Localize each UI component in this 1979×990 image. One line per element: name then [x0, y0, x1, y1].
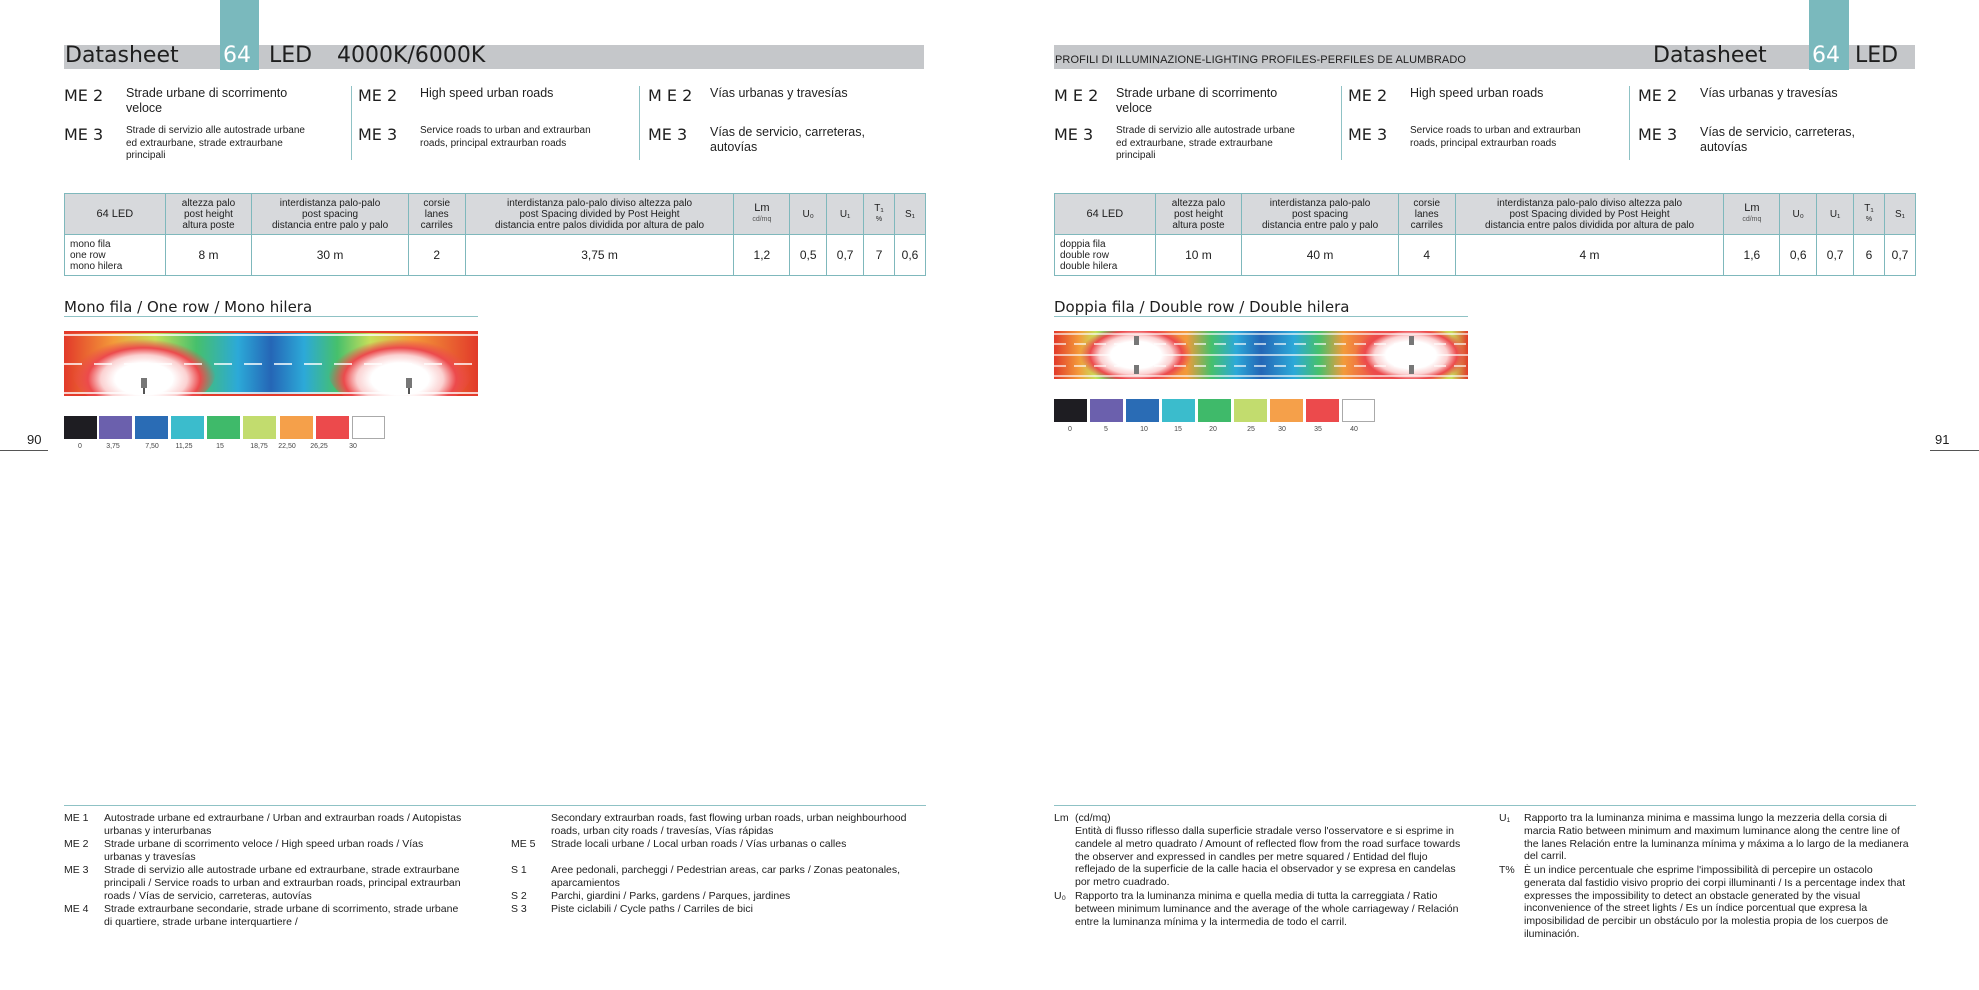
legend-swatch	[99, 416, 132, 439]
category-text: Vías de servicio, carreteras, autovías	[1700, 125, 1855, 154]
footer-rule-left	[64, 805, 926, 806]
category-code: ME 3	[1348, 125, 1388, 144]
footer-text: Strade extraurbane secondarie, strade urbane di scorrimento, strade urbane di quartiere, strade urbane interquartiere /	[104, 903, 459, 928]
table-header: 64 LED	[65, 194, 166, 235]
footer-code: ME 1	[64, 812, 89, 824]
legend-label: 15	[1174, 426, 1182, 433]
header-title-left: Datasheet	[65, 43, 179, 68]
legend-swatch	[316, 416, 349, 439]
table-header: altezza palo post height altura poste	[1155, 194, 1242, 235]
legend-swatch	[352, 416, 385, 439]
footer-rule-right	[1054, 805, 1916, 806]
table-header: U₁	[1817, 194, 1854, 235]
footer-code: S 2	[511, 890, 527, 902]
heatmap-double-row	[1054, 331, 1468, 379]
footer-code: S 1	[511, 864, 527, 876]
footer-code: ME 5	[511, 838, 536, 850]
section-underline	[64, 316, 478, 317]
table-cell: 8 m	[165, 235, 252, 276]
table-cell: 0,6	[1780, 235, 1817, 276]
legend-label: 26,25	[310, 443, 328, 450]
table-header: U₀	[1780, 194, 1817, 235]
table-cell: 6	[1854, 235, 1885, 276]
table-header: U₀	[790, 194, 827, 235]
footer-text: Aree pedonali, parcheggi / Pedestrian areas, car parks / Zonas peatonales, aparcamientos	[551, 864, 901, 889]
footer-text: Secondary extraurban roads, fast flowing urban roads, urban neighbourhood roads, urban city roads / travesías, Vías rápidas	[551, 812, 907, 837]
legend-swatch	[1234, 399, 1267, 422]
category-text: Service roads to urban and extraurban roads, principal extraurban roads	[420, 125, 591, 149]
table-header: altezza palo post height altura poste	[165, 194, 252, 235]
category-text: Vías urbanas y travesías	[1700, 86, 1838, 100]
category-code: ME 3	[1054, 125, 1094, 144]
legend-label: 7,50	[145, 443, 159, 450]
table-header: S₁	[1884, 194, 1915, 235]
page-number-right: 91	[1935, 432, 1950, 447]
category-code: ME 2	[1638, 86, 1678, 105]
footer-text: Parchi, giardini / Parks, gardens / Parques, jardines	[551, 890, 791, 902]
footer-text: Entità di flusso riflesso dalla superficie stradale verso l'osservatore e si esprime in candele al metro quadrato / Amount of reflected flow from the road surface towards the observer and expressed in candles per metre squared / Entidad del flujo reflejado de la superficie de la calle hacia el observador y se expresa en candelas por metro cuadrado.	[1075, 825, 1461, 889]
table-header: interdistanza palo-palo post spacing distancia entre palo y palo	[252, 194, 408, 235]
header-subtitle: PROFILI DI ILLUMINAZIONE-LIGHTING PROFILES-PERFILES DE ALUMBRADO	[1055, 54, 1467, 66]
category-code: ME 3	[358, 125, 398, 144]
legend-swatch	[1306, 399, 1339, 422]
legend-label: 30	[349, 443, 357, 450]
table-cell: doppia fila double row double hilera	[1055, 235, 1156, 276]
footer-code: ME 2	[64, 838, 89, 850]
table-cell: 4 m	[1455, 235, 1724, 276]
header-bar-left	[64, 45, 924, 69]
legend-label: 22,50	[278, 443, 296, 450]
header-temp-left: 4000K/6000K	[337, 43, 486, 68]
column-separator	[639, 86, 640, 160]
legend-label: 20	[1209, 426, 1217, 433]
legend-swatch	[1054, 399, 1087, 422]
legend-label: 30	[1278, 426, 1286, 433]
table-cell: 30 m	[252, 235, 408, 276]
heatmap-single-row	[64, 331, 478, 396]
legend-label: 10	[1140, 426, 1148, 433]
legend-label: 0	[1068, 426, 1072, 433]
footer-text: Piste ciclabili / Cycle paths / Carriles de bici	[551, 903, 753, 915]
table-header: interdistanza palo-palo diviso altezza palo post Spacing divided by Post Height distancia entre palos dividida por altura de palo	[465, 194, 734, 235]
legend-label: 0	[78, 443, 82, 450]
footer-text: Rapporto tra la luminanza minima e quella media di tutta la carreggiata / Ratio between minimum luminance and the average of the whole carriageway / Relación entre la luminanza mínima y la intermedia de todo el carril.	[1075, 890, 1459, 928]
table-cell: 0,5	[790, 235, 827, 276]
table-cell: 0,6	[894, 235, 925, 276]
datasheet-table-right	[1054, 193, 1916, 276]
legend-label: 3,75	[106, 443, 120, 450]
legend-swatch	[207, 416, 240, 439]
category-text: Vías urbanas y travesías	[710, 86, 848, 100]
legend-swatch	[1198, 399, 1231, 422]
table-cell: 3,75 m	[465, 235, 734, 276]
category-code: ME 2	[358, 86, 398, 105]
table-cell: 0,7	[1817, 235, 1854, 276]
table-cell: 10 m	[1155, 235, 1242, 276]
legend-label: 11,25	[175, 443, 193, 450]
category-text: Service roads to urban and extraurban roads, principal extraurban roads	[1410, 125, 1581, 149]
table-cell: 40 m	[1242, 235, 1398, 276]
header-number-right: 64	[1812, 43, 1840, 68]
datasheet-table-left	[64, 193, 926, 276]
legend-swatch	[280, 416, 313, 439]
legend-label: 25	[1247, 426, 1255, 433]
category-text: Strade urbane di scorrimento veloce	[126, 86, 288, 115]
footer-text: È un indice percentuale che esprime l'impossibilità di percepire un ostacolo generata dal fastidio visivo proprio dei corpi illuminanti / Is a percentage index that expresses the impossibility to detect an obstacle generated by the visual inconvenience of the street lights / Es un índice porcentual que expresa la imposibilidad de percibir un obstáculo por la molestia propia de los cuerpos de iluminación.	[1524, 864, 1906, 940]
category-code: ME 2	[1348, 86, 1388, 105]
category-text: Strade di servizio alle autostrade urbane ed extraurbane, strade extraurbane principali	[1116, 125, 1295, 161]
table-header: U₁	[827, 194, 864, 235]
header-number-left: 64	[223, 43, 251, 68]
legend-swatch	[1270, 399, 1303, 422]
section-title-left: Mono fila / One row / Mono hilera	[64, 298, 313, 316]
legend-label: 18,75	[250, 443, 268, 450]
footer-code: ME 4	[64, 903, 89, 915]
category-code: M E 2	[648, 86, 693, 105]
category-text: High speed urban roads	[420, 86, 554, 100]
section-underline	[1054, 316, 1468, 317]
footer-code: Lm	[1054, 812, 1069, 824]
category-text: Vías de servicio, carreteras, autovías	[710, 125, 865, 154]
table-cell: 1,6	[1724, 235, 1780, 276]
legend-swatch	[1090, 399, 1123, 422]
table-header: corsie lanes carriles	[408, 194, 465, 235]
category-code: ME 3	[1638, 125, 1678, 144]
footer-text: Rapporto tra la luminanza minima e massima lungo la mezzeria della corsia di marcia Ratio between minimum and maximum luminance along the centre line of the lanes Relación entre la luminanza mínima y máxima a lo largo de la medianera del carril.	[1524, 812, 1909, 863]
table-cell: 1,2	[734, 235, 790, 276]
category-code: ME 2	[64, 86, 104, 105]
table-header-t: T₁ %	[1854, 194, 1885, 235]
table-header: interdistanza palo-palo post spacing distancia entre palo y palo	[1242, 194, 1398, 235]
footer-text: Autostrade urbane ed extraurbane / Urban and extraurban roads / Autopistas urbanas y interurbanas	[104, 812, 462, 837]
footer-code: S 3	[511, 903, 527, 915]
table-header: interdistanza palo-palo diviso altezza palo post Spacing divided by Post Height distancia entre palos dividida por altura de palo	[1455, 194, 1724, 235]
footer-title: (cd/mq)	[1075, 812, 1111, 824]
footer-code: ME 3	[64, 864, 89, 876]
column-separator	[1629, 86, 1630, 160]
footer-code: U₀	[1054, 890, 1066, 902]
table-header: S₁	[894, 194, 925, 235]
header-led-left: LED	[269, 43, 313, 68]
legend-swatch	[64, 416, 97, 439]
table-cell: 7	[864, 235, 895, 276]
legend-label: 40	[1350, 426, 1358, 433]
category-code: ME 3	[648, 125, 688, 144]
page-number-rule	[1930, 450, 1979, 451]
table-cell: mono fila one row mono hilera	[65, 235, 166, 276]
header-led-right: LED	[1855, 43, 1899, 68]
footer-text: Strade urbane di scorrimento veloce / High speed urban roads / Vías urbanas y travesías	[104, 838, 424, 863]
table-cell: 4	[1398, 235, 1455, 276]
legend-swatch	[1162, 399, 1195, 422]
legend-swatch	[243, 416, 276, 439]
footer-code: T%	[1499, 864, 1515, 876]
header-title-right: Datasheet	[1653, 43, 1767, 68]
category-code: M E 2	[1054, 86, 1099, 105]
legend-label: 5	[1104, 426, 1108, 433]
table-cell: 0,7	[827, 235, 864, 276]
column-separator	[1341, 86, 1342, 160]
section-title-right: Doppia fila / Double row / Double hilera	[1054, 298, 1350, 316]
legend-label: 15	[216, 443, 224, 450]
category-text: Strade di servizio alle autostrade urbane ed extraurbane, strade extraurbane principali	[126, 125, 305, 161]
table-header-lm: Lm cd/mq	[1724, 194, 1780, 235]
page-number-rule	[0, 450, 48, 451]
page-number-left: 90	[27, 432, 42, 447]
legend-label: 35	[1314, 426, 1322, 433]
legend-swatch	[1126, 399, 1159, 422]
table-header: corsie lanes carriles	[1398, 194, 1455, 235]
legend-swatch	[135, 416, 168, 439]
legend-swatch	[171, 416, 204, 439]
table-header: 64 LED	[1055, 194, 1156, 235]
footer-text: Strade di servizio alle autostrade urbane ed extraurbane, strade extraurbane principali / Service roads to urban and extraurban roads, principal extraurban roads / Vías de servicio, carreteras, autovías	[104, 864, 461, 902]
category-text: High speed urban roads	[1410, 86, 1544, 100]
category-text: Strade urbane di scorrimento veloce	[1116, 86, 1278, 115]
table-header-t: T₁ %	[864, 194, 895, 235]
legend-swatch	[1342, 399, 1375, 422]
column-separator	[351, 86, 352, 160]
footer-text: Strade locali urbane / Local urban roads / Vías urbanas o calles	[551, 838, 847, 850]
table-header-lm: Lm cd/mq	[734, 194, 790, 235]
table-cell: 0,7	[1884, 235, 1915, 276]
table-cell: 2	[408, 235, 465, 276]
category-code: ME 3	[64, 125, 104, 144]
footer-code: U₁	[1499, 812, 1511, 824]
